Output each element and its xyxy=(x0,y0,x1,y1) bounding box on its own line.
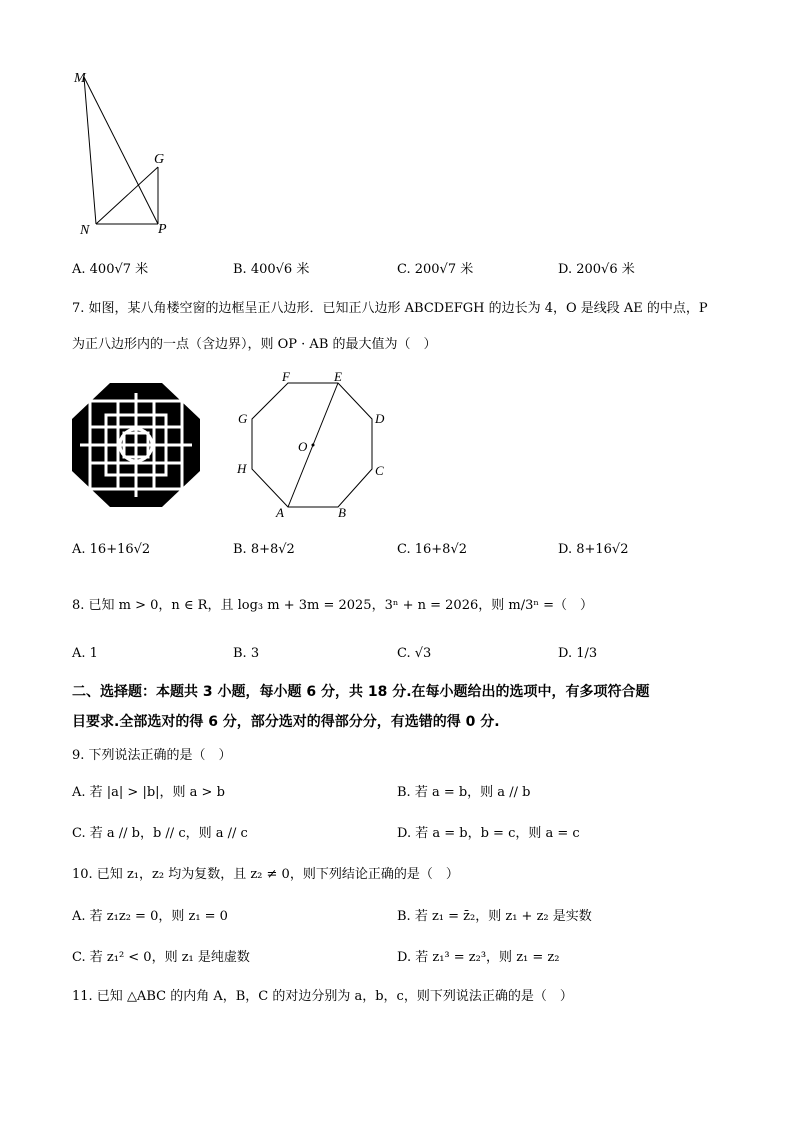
q10-stem: 10. 已知 z₁，z₂ 均为复数，且 z₂ ≠ 0，则下列结论正确的是（ ） xyxy=(72,867,459,882)
q8-option-d: D. 1/3 xyxy=(558,646,598,661)
label-p: P xyxy=(158,222,167,237)
label-h: H xyxy=(237,461,247,476)
q9-option-d: D. 若 a = b，b = c，则 a = c xyxy=(397,826,580,841)
q6-option-a: A. 400√7 米 xyxy=(72,262,149,277)
q7-option-d: D. 8+16√2 xyxy=(558,542,629,557)
q7-stem-line1: 7. 如图，某八角楼空窗的边框呈正八边形．已知正八边形 ABCDEFGH 的边长为 4，O 是线段 AE 的中点，P xyxy=(72,301,708,316)
label-b: B xyxy=(338,505,346,520)
q6-option-d: D. 200√6 米 xyxy=(558,262,635,277)
q9-option-b: B. 若 a = b，则 a // b xyxy=(397,785,531,800)
label-o: O xyxy=(298,439,308,454)
q10-option-c: C. 若 z₁² < 0，则 z₁ 是纯虚数 xyxy=(72,950,250,965)
label-n: N xyxy=(80,223,90,238)
label-m: M xyxy=(74,71,86,86)
q8-option-c: C. √3 xyxy=(397,646,432,661)
q10-option-a: A. 若 z₁z₂ = 0，则 z₁ = 0 xyxy=(72,909,228,924)
q11-stem: 11. 已知 △ABC 的内角 A，B，C 的对边分别为 a，b，c，则下列说法正确的是（ ） xyxy=(72,989,573,1004)
label-a: A xyxy=(276,505,284,520)
q7-stem-line2: 为正八边形内的一点（含边界），则 OP · AB 的最大值为（ ） xyxy=(72,337,437,352)
octagon-diagram xyxy=(228,365,398,525)
section2-heading-line1: 二、选择题：本题共 3 小题，每小题 6 分，共 18 分.在每小题给出的选项中，有多项符合题 xyxy=(72,684,650,700)
q9-option-c: C. 若 a // b，b // c，则 a // c xyxy=(72,826,248,841)
label-e: E xyxy=(334,369,342,384)
label-d: D xyxy=(375,411,385,426)
label-g: G xyxy=(154,152,165,167)
q6-option-c: C. 200√7 米 xyxy=(397,262,474,277)
figure-mnpg xyxy=(70,65,190,245)
line-mn xyxy=(84,77,96,224)
label-c: C xyxy=(375,463,384,478)
q9-option-a: A. 若 |a| > |b|，则 a > b xyxy=(72,785,225,800)
label-g2: G xyxy=(238,411,248,426)
octagon-window-image xyxy=(72,383,200,507)
q10-option-d: D. 若 z₁³ = z₂³，则 z₁ = z₂ xyxy=(397,950,560,965)
line-ng xyxy=(96,167,158,224)
section2-heading-line2: 目要求.全部选对的得 6 分，部分选对的得部分分，有选错的得 0 分. xyxy=(72,714,500,730)
q8-stem: 8. 已知 m > 0，n ∈ R，且 log₃ m + 3m = 2025，3ⁿ + n = 2026，则 m/3ⁿ =（ ） xyxy=(72,598,594,613)
q7-option-c: C. 16+8√2 xyxy=(397,542,468,557)
point-o xyxy=(312,444,315,447)
q8-option-b: B. 3 xyxy=(233,646,260,661)
q8-option-a: A. 1 xyxy=(72,646,98,661)
q7-option-a: A. 16+16√2 xyxy=(72,542,151,557)
q10-option-b: B. 若 z₁ = z̄₂，则 z₁ + z₂ 是实数 xyxy=(397,909,592,924)
q6-option-b: B. 400√6 米 xyxy=(233,262,310,277)
label-f: F xyxy=(282,369,290,384)
q9-stem: 9. 下列说法正确的是（ ） xyxy=(72,748,232,763)
line-mp xyxy=(84,77,158,224)
q7-option-b: B. 8+8√2 xyxy=(233,542,295,557)
